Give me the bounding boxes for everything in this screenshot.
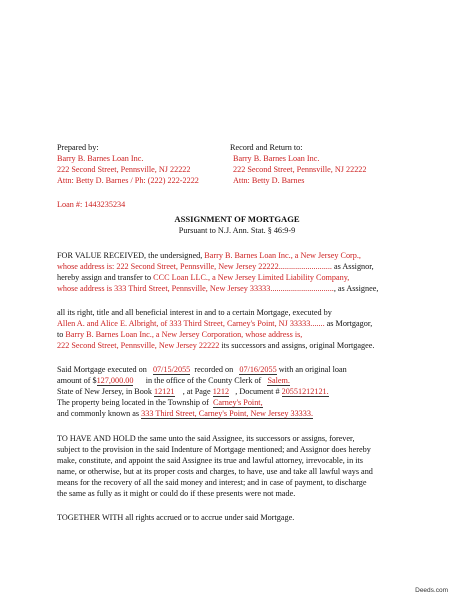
execution-date: 07/15/2055 [152, 365, 191, 374]
document-number-label: , Document # [235, 387, 280, 396]
loan-number: Loan #: 1443235234 [57, 200, 126, 209]
para2-l2-text: as Mortgagor, [326, 319, 373, 328]
mortgagor-name: Allen A. and Alice E. Albright, of 333 Third Street, Carney's Point, NJ 33333....... [57, 319, 325, 328]
executed-on-label: Said Mortgage executed on [57, 365, 147, 374]
para1-line1 [57, 251, 361, 261]
para1-line3 [57, 273, 349, 283]
assignee-name: CCC Loan LLC., a New Jersey Limited Liability Company, [153, 273, 350, 282]
document-title: ASSIGNMENT OF MORTGAGE [174, 214, 300, 224]
prepared-by-label: Prepared by: [57, 143, 99, 152]
original-loan-label: with an original loan [278, 365, 347, 374]
para4-line3: make, constitute, and appoint the said Assignee its true and lawful attorney, irrevocable, in its [57, 456, 363, 465]
para2-line2 [57, 319, 372, 329]
recording-date: 07/16/2055 [239, 365, 277, 374]
para5-line1: TOGETHER WITH all rights accrued or to accrue under said Mortgage. [57, 513, 295, 522]
para4-line2: subject to the provision in the said Indenture of Mortgage mentioned; and Assignor does hereby [57, 445, 371, 454]
prepared-by-address: 222 Second Street, Pennsville, NJ 22222 [57, 165, 191, 174]
page-number: 1212 [212, 387, 230, 396]
recorded-on-label: recorded on [194, 365, 234, 374]
assignor-address: whose address is: 222 Second Street, Pennsville, New Jersey 22222.......................... [57, 262, 332, 271]
county-clerk-label: in the office of the County Clerk of [145, 376, 262, 385]
prepared-by-attn: Attn: Betty D. Barnes / Ph: (222) 222-2222 [57, 176, 199, 185]
township-name: Carney's Point, [212, 398, 263, 407]
para4-line6: the same as fully as it might or could do if these presents were not made. [57, 489, 296, 498]
assignor-name: Barry B. Barnes Loan Inc., a New Jersey Corp., [204, 251, 361, 260]
document-number: 20551212121. [281, 387, 329, 396]
para2-line4 [57, 341, 374, 351]
para1-line2 [57, 262, 374, 272]
book-number: 12121 [154, 387, 175, 396]
known-as-label: and commonly known as [57, 409, 140, 418]
mortgagee-name: Barry B. Barnes Loan Inc., a New Jersey Corporation, whose address is, [65, 330, 303, 339]
para2-line1: all its right, title and all beneficial interest in and to a certain Mortgage, executed by [57, 308, 332, 317]
para1-l1-text: FOR VALUE RECEIVED, the undersigned, [57, 251, 203, 260]
para3-line4 [57, 398, 263, 408]
page-label: , at Page [182, 387, 211, 396]
township-label: The property being located in the Township of [57, 398, 209, 407]
para3-line5 [57, 409, 313, 419]
para4-line4: name, or otherwise, but at its proper costs and charges, to have, use and take all lawful ways and [57, 467, 373, 476]
para2-l4-text: its successors and assigns, original Mortgagee. [221, 341, 375, 350]
document-subtitle: Pursuant to N.J. Ann. Stat. § 46:9-9 [178, 226, 296, 235]
para1-l4-text: , as Assignee, [333, 284, 379, 293]
assignee-address: whose address is 333 Third Street, Pennsville, New Jersey 33333............................... [57, 284, 334, 293]
prepared-by-name: Barry B. Barnes Loan Inc. [57, 154, 144, 163]
para2-line3 [57, 330, 302, 340]
mortgagee-address: 222 Second Street, Pennsville, New Jersey 22222 [57, 341, 220, 350]
record-return-label: Record and Return to: [230, 143, 303, 152]
loan-amount: 127,000.00 [96, 376, 134, 385]
property-address: 333 Third Street, Carney's Point, New Jersey 33333. [141, 409, 314, 418]
para3-line1 [57, 365, 347, 375]
para4-line5: means for the recovery of all the said money and interest; and in case of payment, to discharge [57, 478, 367, 487]
book-label: State of New Jersey, in Book [57, 387, 152, 396]
record-return-attn: Attn: Betty D. Barnes [233, 176, 305, 185]
para1-l3-text: hereby assign and transfer to [57, 273, 152, 282]
footer-brand: Deeds.com [415, 587, 448, 594]
county-name: Salem. [267, 376, 290, 385]
para1-line4 [57, 284, 378, 294]
para4-line1: TO HAVE AND HOLD the same unto the said Assignee, its successors or assigns, forever, [57, 434, 355, 443]
para3-line3 [57, 387, 329, 397]
para1-l2-text: as Assignor, [333, 262, 374, 271]
record-return-address: 222 Second Street, Pennsville, NJ 22222 [233, 165, 367, 174]
record-return-name: Barry B. Barnes Loan Inc. [233, 154, 320, 163]
amount-label: amount of $ [57, 376, 97, 385]
para3-line2 [57, 376, 290, 386]
para2-l3-text: to [57, 330, 64, 339]
